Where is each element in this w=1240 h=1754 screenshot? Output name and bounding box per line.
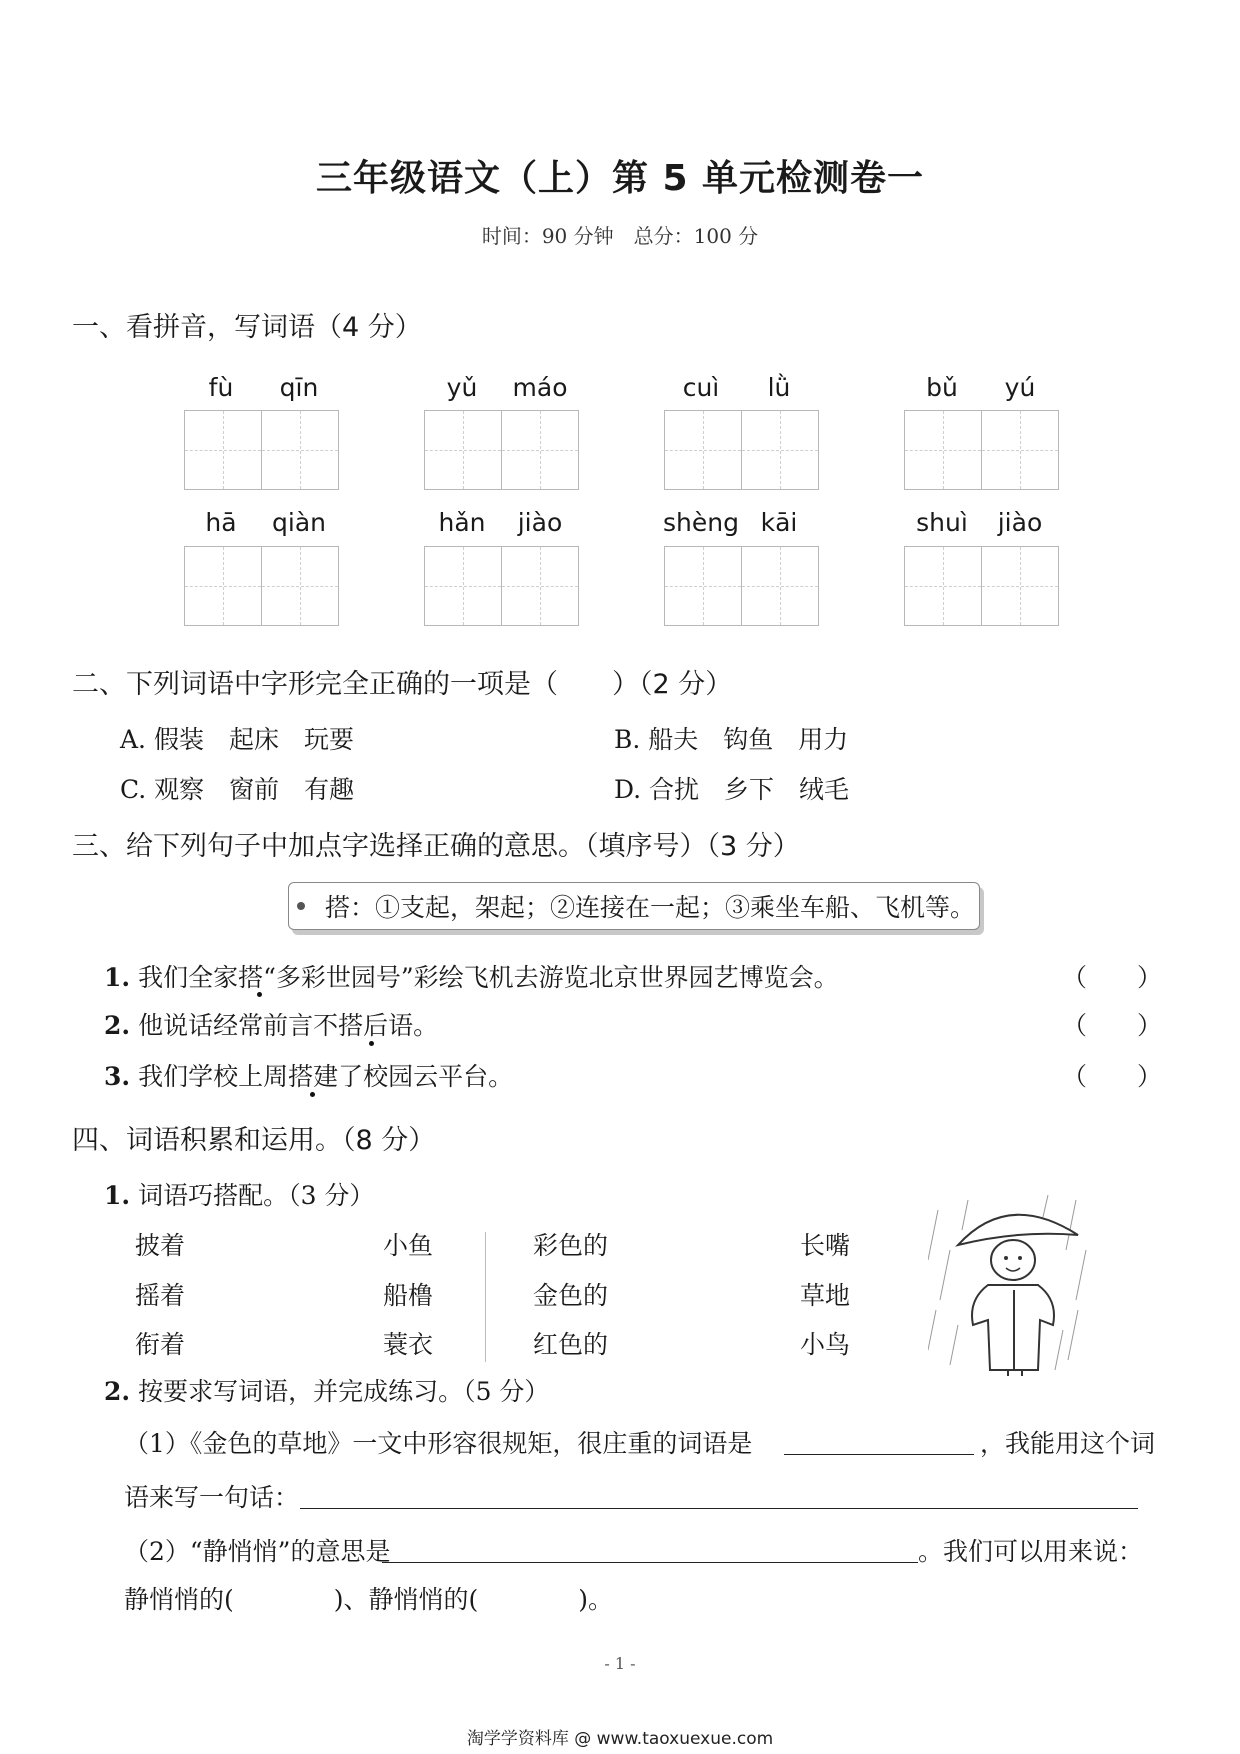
question-number: 2.: [104, 1377, 131, 1406]
q2-part2-text: （2）“静悄悄”的意思是: [124, 1537, 391, 1566]
pinyin-label: máo: [512, 373, 568, 402]
fill-blank[interactable]: [382, 1562, 918, 1563]
sentence-text: 我们全家搭“多彩世园号”彩绘飞机去游览北京世界园艺博览会。: [138, 963, 839, 992]
sentence-1: [104, 958, 839, 994]
option-b: B. 船夫 钩鱼 用力: [614, 725, 849, 754]
pinyin-label: yú: [1004, 373, 1036, 402]
answer-blank[interactable]: （ ）: [1062, 1011, 1163, 1040]
pinyin-label: lǜ: [767, 373, 791, 402]
match-word[interactable]: 金色的: [533, 1281, 609, 1310]
writing-grid[interactable]: [184, 410, 339, 490]
sentence-text: 他说话经常前言不搭后语。: [138, 1011, 439, 1040]
section4-heading: 四、词语积累和运用。（8 分）: [72, 1125, 436, 1156]
answer-blank[interactable]: （ ）: [1062, 1062, 1163, 1091]
match-word[interactable]: 摇着: [135, 1281, 186, 1310]
writing-grid[interactable]: [184, 546, 339, 626]
emphasis-dot: [369, 1041, 374, 1046]
option-c: C. 观察 窗前 有趣: [120, 775, 355, 804]
section3-heading: 三、给下列句子中加点字选择正确的意思。（填序号）（3 分）: [72, 831, 800, 862]
q2-part2-examples[interactable]: 静悄悄的( )、静悄悄的( )。: [124, 1585, 614, 1614]
definition-text: 搭：①支起，架起；②连接在一起；③乘坐车船、飞机等。: [325, 893, 976, 922]
writing-grid[interactable]: [904, 546, 1059, 626]
match-word[interactable]: 蓑衣: [383, 1330, 434, 1359]
pinyin-label: shèng: [663, 508, 739, 537]
q2-part1-text: （1）《金色的草地》一文中形容很规矩，很庄重的词语是: [124, 1429, 753, 1458]
pinyin-label: cuì: [682, 373, 720, 402]
page-title: 三年级语文（上）第 5 单元检测卷一: [315, 158, 925, 199]
pinyin-label: bǔ: [926, 373, 958, 402]
pinyin-label: qiàn: [272, 508, 326, 537]
match-word[interactable]: 草地: [800, 1281, 851, 1310]
pinyin-label: fù: [208, 373, 234, 402]
q1-prompt: 1. 词语巧搭配。（3 分）: [104, 1181, 375, 1210]
question-number: 1.: [104, 1181, 131, 1210]
exam-info: 时间：90 分钟 总分：100 分: [481, 224, 759, 248]
match-word[interactable]: 船橹: [383, 1281, 434, 1310]
match-word[interactable]: 小鱼: [383, 1231, 434, 1260]
match-word[interactable]: 彩色的: [533, 1231, 609, 1260]
writing-grid[interactable]: [904, 410, 1059, 490]
writing-grid[interactable]: [664, 546, 819, 626]
pinyin-label: kāi: [760, 508, 798, 537]
answer-blank[interactable]: （ ）: [1062, 963, 1163, 992]
pinyin-label: jiào: [517, 508, 563, 537]
q2-prompt: 2. 按要求写词语，并完成练习。（5 分）: [104, 1377, 550, 1406]
section1-heading: 一、看拼音，写词语（4 分）: [72, 312, 422, 343]
writing-grid[interactable]: [664, 410, 819, 490]
match-word[interactable]: 披着: [135, 1231, 186, 1260]
emphasis-dot: [310, 1092, 315, 1097]
question-number: 1.: [104, 963, 131, 992]
source-watermark: 淘学学资料库 @ www.taoxuexue.com: [466, 1729, 774, 1749]
match-word[interactable]: 红色的: [533, 1330, 609, 1359]
column-divider: [485, 1232, 486, 1362]
match-word[interactable]: 衔着: [135, 1330, 186, 1359]
bullet-icon: [297, 902, 305, 910]
writing-grid[interactable]: [424, 410, 579, 490]
section2-heading: 二、下列词语中字形完全正确的一项是（ ）（2 分）: [72, 669, 733, 700]
page-number: - 1 -: [604, 1654, 636, 1673]
sentence-2: [104, 1006, 438, 1042]
match-word[interactable]: 小鸟: [800, 1330, 851, 1359]
writing-grid[interactable]: [424, 546, 579, 626]
q2-part1-text-cont: ，我能用这个词: [980, 1429, 1156, 1458]
sentence-line[interactable]: [300, 1508, 1138, 1509]
match-word[interactable]: 长嘴: [800, 1231, 851, 1260]
sentence-3: [104, 1057, 513, 1093]
q2-part2-text-cont: 。我们可以用来说：: [918, 1537, 1144, 1566]
question-number: 2.: [104, 1011, 131, 1040]
emphasis-dot: [257, 992, 262, 997]
question-number: 3.: [104, 1062, 131, 1091]
pinyin-label: hā: [205, 508, 237, 537]
pinyin-label: yǔ: [446, 373, 478, 402]
sentence-text: 我们学校上周搭建了校园云平台。: [138, 1062, 514, 1091]
pinyin-label: hǎn: [438, 508, 486, 537]
pinyin-label: shuì: [916, 508, 968, 537]
child-with-hat-in-rain-icon: [928, 1190, 1090, 1378]
q2-part1-sentence-label: 语来写一句话：: [124, 1483, 300, 1512]
pinyin-label: jiào: [997, 508, 1043, 537]
pinyin-label: qīn: [279, 373, 319, 402]
option-d: D. 合扰 乡下 绒毛: [614, 775, 850, 804]
option-a: A. 假装 起床 玩要: [120, 725, 354, 754]
fill-blank[interactable]: [784, 1454, 974, 1455]
